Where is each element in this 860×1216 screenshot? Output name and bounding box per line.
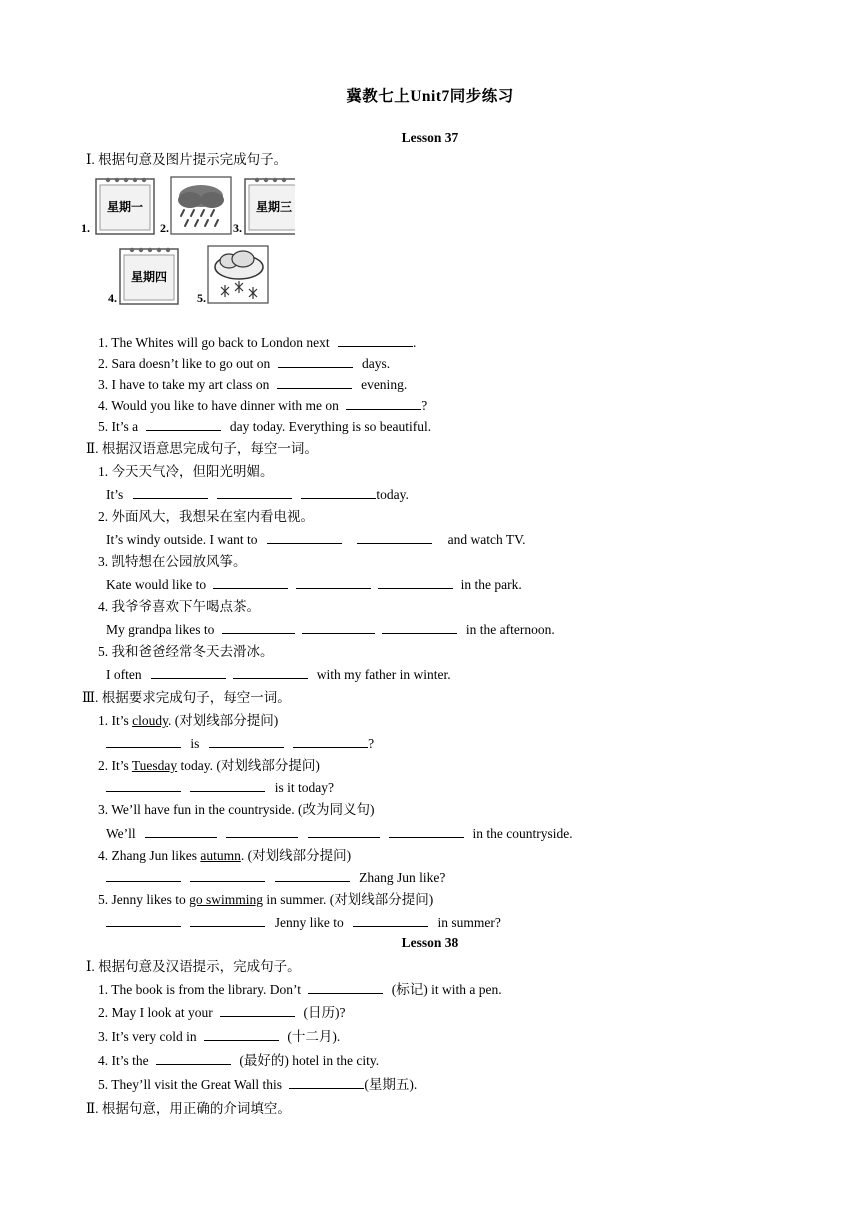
answer-blank[interactable] [378,576,453,589]
rain-cloud-icon [170,176,232,236]
answer-blank[interactable] [106,735,181,748]
answer-blank[interactable] [382,621,457,634]
pic-number-2: 2. [160,221,169,235]
answer-blank[interactable] [106,779,181,792]
s4-q4: 4. It’s the (最好的) hotel in the city. [98,1053,380,1068]
page-title: 冀教七上Unit7同步练习 [346,88,514,105]
s3-q3: 3. We’ll have fun in the countryside. (改为同义句) [98,802,375,817]
answer-blank[interactable] [293,735,368,748]
answer-blank[interactable] [302,621,375,634]
s3-q5: 5. Jenny likes to go swimming in summer. (对划线部分提问) [98,892,434,907]
answer-blank[interactable] [233,666,308,679]
answer-blank[interactable] [146,418,221,431]
answer-blank[interactable] [190,779,265,792]
section-3-heading: Ⅲ. 根据要求完成句子，每空一词。 [82,690,291,705]
s4-q2: 2. May I look at your (日历)? [98,1005,346,1020]
s4-q1: 1. The book is from the library. Don’t (标记) it with a pen. [98,982,502,997]
s2-e4: My grandpa likes to in the afternoon. [106,622,555,637]
s4-q3: 3. It’s very cold in (十二月). [98,1029,341,1044]
s2-e1: It’s today. [106,487,409,502]
s3-q2: 2. It’s Tuesday today. (对划线部分提问) [98,758,320,773]
section-4-heading: Ⅰ. 根据句意及汉语提示，完成句子。 [86,959,301,974]
s2-c4: 4. 我爷爷喜欢下午喝点茶。 [98,599,260,614]
pic-number-3: 3. [233,221,242,235]
pic-number-1: 1. [81,221,90,235]
answer-blank[interactable] [357,531,432,544]
s3-a4: Zhang Jun like? [106,869,445,887]
lesson-37-heading: Lesson 37 [401,130,459,145]
answer-blank[interactable] [156,1052,231,1065]
calendar-3-label: 星期三 [255,200,293,214]
calendar-monday-icon [94,175,158,237]
s2-c5: 5. 我和爸爸经常冬天去滑冰。 [98,644,274,659]
answer-blank[interactable] [346,397,421,410]
answer-blank[interactable] [190,869,265,882]
answer-blank[interactable] [217,486,292,499]
answer-blank[interactable] [308,825,380,838]
calendar-wednesday-icon [243,175,295,237]
s2-c1: 1. 今天天气冷，但阳光明媚。 [98,464,274,479]
snow-cloud-icon [207,245,269,305]
section-1-heading: Ⅰ. 根据句意及图片提示完成句子。 [86,152,288,167]
answer-blank[interactable] [267,531,342,544]
s2-e5: I often with my father in winter. [106,667,451,682]
answer-blank[interactable] [213,576,288,589]
s1-q3: 3. I have to take my art class on evening. [98,377,408,392]
s3-a5: Jenny like to in summer? [106,914,501,932]
answer-blank[interactable] [278,355,353,368]
s1-q5: 5. It’s a day today. Everything is so beautiful. [98,419,432,434]
s3-a3: We’ll in the countryside. [106,826,573,841]
s2-c2: 2. 外面风大，我想呆在室内看电视。 [98,509,314,524]
answer-blank[interactable] [338,334,413,347]
answer-blank[interactable] [301,486,376,499]
answer-blank[interactable] [289,1076,364,1089]
s1-q4: 4. Would you like to have dinner with me on ? [98,398,428,413]
answer-blank[interactable] [204,1028,279,1041]
answer-blank[interactable] [296,576,371,589]
calendar-1-label: 星期一 [106,200,144,214]
answer-blank[interactable] [190,914,265,927]
s3-q4: 4. Zhang Jun likes autumn. (对划线部分提问) [98,848,352,863]
s4-q5: 5. They’ll visit the Great Wall this (星期五). [98,1077,418,1092]
s2-c3: 3. 凯特想在公园放风筝。 [98,554,247,569]
s3-q1: 1. It’s cloudy. (对划线部分提问) [98,713,279,728]
s1-q2: 2. Sara doesn’t like to go out on days. [98,356,391,371]
answer-blank[interactable] [222,621,295,634]
answer-blank[interactable] [353,914,428,927]
calendar-thursday-icon [118,245,182,307]
pic-number-4: 4. [108,291,117,305]
s3-a1: is ? [106,735,374,753]
section-2-heading: Ⅱ. 根据汉语意思完成句子，每空一词。 [86,441,318,456]
answer-blank[interactable] [389,825,464,838]
answer-blank[interactable] [151,666,226,679]
section-5-heading: Ⅱ. 根据句意，用正确的介词填空。 [86,1101,291,1116]
answer-blank[interactable] [106,869,181,882]
s1-q1: 1. The Whites will go back to London next . [98,335,417,350]
calendar-4-label: 星期四 [130,270,168,284]
lesson-38-heading: Lesson 38 [401,935,459,950]
s3-a2: is it today? [106,779,334,797]
answer-blank[interactable] [226,825,298,838]
answer-blank[interactable] [106,914,181,927]
answer-blank[interactable] [308,981,383,994]
s2-e3: Kate would like to in the park. [106,577,522,592]
answer-blank[interactable] [275,869,350,882]
answer-blank[interactable] [209,735,284,748]
answer-blank[interactable] [133,486,208,499]
answer-blank[interactable] [220,1004,295,1017]
answer-blank[interactable] [145,825,217,838]
answer-blank[interactable] [277,376,352,389]
s2-e2: It’s windy outside. I want to and watch TV. [106,532,526,547]
pic-number-5: 5. [197,291,206,305]
